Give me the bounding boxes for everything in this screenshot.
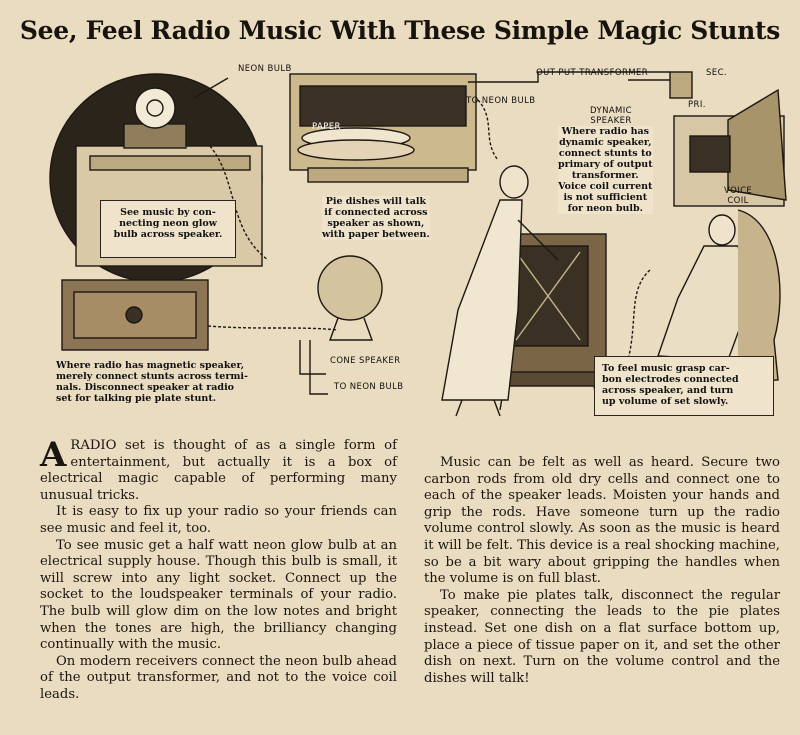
cone-speaker-drawing bbox=[318, 256, 382, 320]
drop-cap: A bbox=[40, 435, 67, 475]
article-paragraph: It is easy to fix up your radio so your friends can see music and feel it, too. bbox=[40, 504, 397, 536]
label-voice-coil: VOICE COIL bbox=[724, 186, 753, 206]
neon-bulb-drawing bbox=[135, 88, 175, 128]
article-paragraph: On modern receivers connect the neon bulb ahead of the output transformer, and not to the voice coil leads. bbox=[40, 653, 397, 702]
article-column-right bbox=[424, 455, 780, 687]
transformer-drawing bbox=[670, 72, 692, 98]
label-sec: SEC. bbox=[706, 68, 728, 78]
label-output-transformer: OUT PUT TRANSFORMER bbox=[536, 68, 649, 78]
article-paragraph bbox=[40, 435, 397, 504]
caption-magnetic: Where radio has magnetic speaker, merely connect stunts across termi- nals. Disconnect speaker at radio set for talking pie plate stunt. bbox=[56, 360, 248, 404]
article-paragraph: To make pie plates talk, disconnect the regular speaker, connecting the leads to the pie plates instead. Set one dish on a flat surface bottom up, place a piece of tissue paper on it, and set the other dish on next. Turn on the volume control and the dishes will talk! bbox=[424, 587, 780, 686]
label-dynamic-speaker: DYNAMIC SPEAKER bbox=[590, 106, 633, 126]
caption-box-feel-music bbox=[594, 356, 774, 416]
label-to-neon-bulb-top: TO NEON BULB bbox=[466, 96, 536, 106]
article-paragraph: To see music get a half watt neon glow bulb at an electrical supply house. Though this bulb is small, it will screw into any light socket. Connect up the socket to the loudspeaker terminals of your radio. The bulb will glow dim on the low notes and bright when the tones are high, the brilliancy changing continually with the music. bbox=[40, 537, 397, 653]
caption-feel-music: To feel music grasp car- bon electrodes connected across speaker, and turn up volume of set slowly. bbox=[602, 363, 739, 407]
headline: See, Feel Radio Music With These Simple Magic Stunts bbox=[19, 16, 781, 45]
caption-pie-dishes: Pie dishes will talk if connected across speaker as shown, with paper between. bbox=[322, 196, 430, 240]
article-paragraph-text: RADIO set is thought of as a single form of entertainment, but actually it is a box of electrical magic capable of performing many unusual tricks. bbox=[40, 438, 397, 503]
label-to-neon-bulb-bottom: TO NEON BULB bbox=[334, 382, 404, 392]
caption-dynamic: Where radio has dynamic speaker, connect stunts to primary of output transformer. Voice coil current is not sufficient for neon bulb. bbox=[558, 126, 653, 214]
illustration bbox=[38, 60, 794, 432]
article-paragraph: Music can be felt as well as heard. Secure two carbon rods from old dry cells and connect one to each of the speaker leads. Moisten your hands and grip the rods. Have someone turn up the radio volume control slowly. As soon as the music is heard it will be felt. This device is a real shocking machine, so be a bit wary about gripping the handles when the volume is on full blast. bbox=[424, 455, 780, 587]
label-neon-bulb-top: NEON BULB bbox=[238, 64, 292, 74]
caption-neon-glow: See music by con- necting neon glow bulb across speaker. bbox=[113, 207, 223, 240]
label-paper: PAPER bbox=[312, 122, 341, 132]
caption-box-neon-glow bbox=[100, 200, 236, 258]
label-cone-speaker: CONE SPEAKER bbox=[330, 356, 401, 366]
article-column-left bbox=[40, 435, 397, 704]
label-pri: PRI. bbox=[688, 100, 706, 110]
